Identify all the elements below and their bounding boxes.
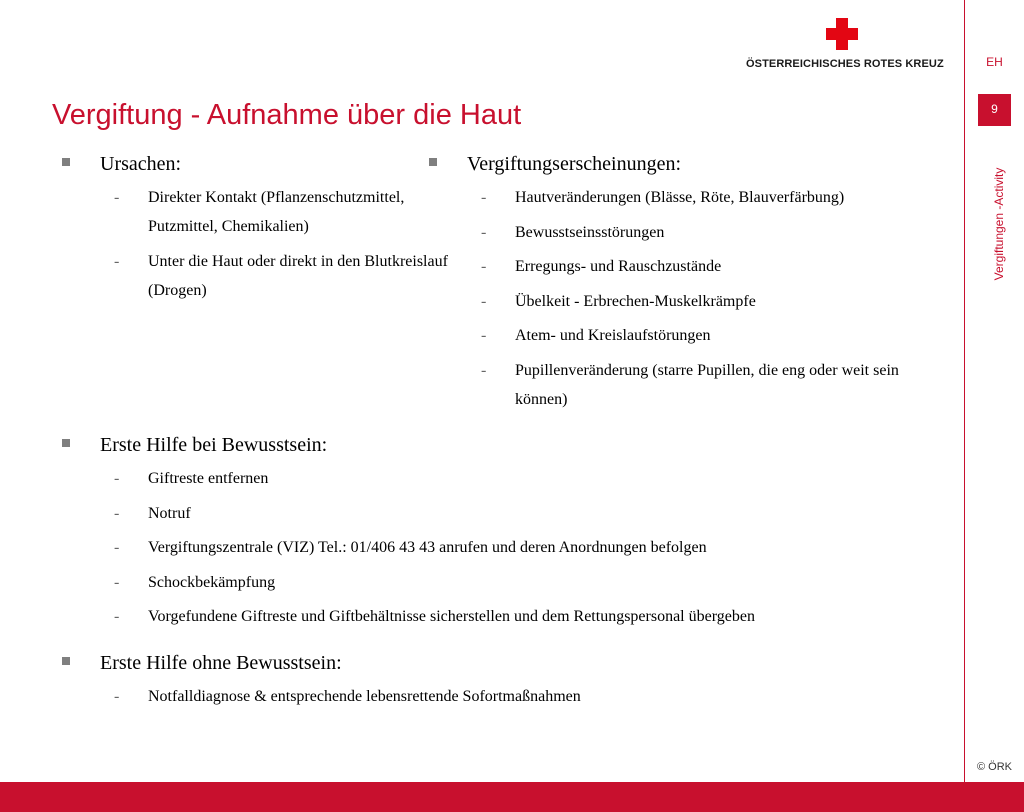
list-item	[419, 252, 939, 281]
dash-marker: -	[114, 470, 120, 487]
list-item-text: Notruf	[148, 504, 191, 522]
page-number: 9	[978, 94, 1011, 126]
list-item-text: Bewusstseinsstörungen	[515, 223, 665, 241]
list-item	[419, 287, 939, 316]
dash-marker: -	[481, 189, 487, 206]
list-item-text: Direkter Kontakt (Pflanzenschutzmittel, Putzmittel, Chemikalien)	[148, 189, 405, 235]
list-item	[52, 499, 952, 528]
list-item-text: Giftreste entfernen	[148, 470, 269, 487]
dash-marker: -	[481, 258, 487, 275]
list-item-text: Hautveränderungen (Blässe, Röte, Blauverfärbung)	[515, 189, 845, 206]
bullet-list	[52, 682, 952, 711]
list-item	[419, 183, 939, 212]
list-item	[419, 321, 939, 350]
rail-divider	[964, 0, 965, 782]
section-vergiftungserscheinungen	[419, 151, 939, 414]
dash-marker: -	[114, 573, 120, 591]
list-item-text: Übelkeit - Erbrechen-Muskelkrämpfe	[515, 292, 756, 310]
dash-marker: -	[114, 688, 120, 705]
list-item-text: Notfalldiagnose & entsprechende lebensrettende Sofortmaßnahmen	[148, 688, 581, 705]
section-heading	[52, 151, 452, 177]
slide-title: Vergiftung - Aufnahme über die Haut	[52, 99, 522, 131]
list-item-text: Unter die Haut oder direkt in den Blutkreislauf (Drogen)	[148, 252, 448, 299]
list-item	[419, 218, 939, 247]
list-item-text: Atem- und Kreislaufstörungen	[515, 327, 711, 344]
list-item-text: Erregungs- und Rauschzustände	[515, 258, 722, 275]
list-item-text: Schockbekämpfung	[148, 573, 276, 591]
bullet-list	[419, 183, 939, 414]
bullet-list	[52, 464, 952, 631]
footer-bar	[0, 782, 1024, 812]
logo-wordmark: ÖSTERREICHISCHES ROTES KREUZ	[746, 58, 944, 70]
list-item-text: Pupillenveränderung (starre Pupillen, die eng oder weit sein können)	[515, 361, 899, 408]
rail-course-tag: EH	[986, 55, 1003, 69]
list-item	[419, 356, 939, 414]
dash-marker: -	[114, 504, 120, 522]
section-heading	[52, 650, 952, 676]
square-bullet-icon	[62, 657, 70, 665]
dash-marker: -	[481, 223, 487, 241]
dash-marker: -	[481, 361, 487, 379]
oerk-logo	[744, 18, 944, 72]
heading-text: Ursachen:	[100, 153, 182, 175]
list-item	[52, 568, 952, 597]
copyright: © ÖRK	[977, 761, 1012, 773]
section-heading	[52, 432, 952, 458]
dash-marker: -	[114, 189, 120, 206]
list-item	[52, 533, 952, 562]
list-item-text: Vorgefundene Giftreste und Giftbehältnisse sicherstellen und dem Rettungspersonal übergeben	[148, 608, 755, 625]
heading-text: Erste Hilfe bei Bewusstsein:	[100, 434, 328, 456]
dash-marker: -	[114, 252, 120, 270]
bullet-list	[52, 183, 452, 305]
section-heading	[419, 151, 939, 177]
section-erste-hilfe-bei-bewusstsein	[52, 432, 952, 631]
heading-text: Erste Hilfe ohne Bewusstsein:	[100, 652, 342, 674]
list-item	[52, 682, 952, 711]
list-item	[52, 247, 452, 305]
heading-text: Vergiftungserscheinungen:	[467, 153, 682, 175]
dash-marker: -	[481, 327, 487, 344]
red-cross-icon	[826, 18, 858, 50]
section-ursachen	[52, 151, 452, 305]
section-erste-hilfe-ohne-bewusstsein	[52, 650, 952, 711]
square-bullet-icon	[429, 158, 437, 166]
rail-chapter-label: Vergiftungen -Activity	[992, 167, 1006, 281]
dash-marker: -	[114, 539, 120, 556]
list-item	[52, 464, 952, 493]
dash-marker: -	[481, 292, 487, 310]
dash-marker: -	[114, 608, 120, 625]
square-bullet-icon	[62, 158, 70, 166]
list-item	[52, 602, 952, 631]
square-bullet-icon	[62, 439, 70, 447]
list-item	[52, 183, 452, 241]
list-item-text: Vergiftungszentrale (VIZ) Tel.: 01/406 43 43 anrufen und deren Anordnungen befolgen	[148, 539, 707, 556]
